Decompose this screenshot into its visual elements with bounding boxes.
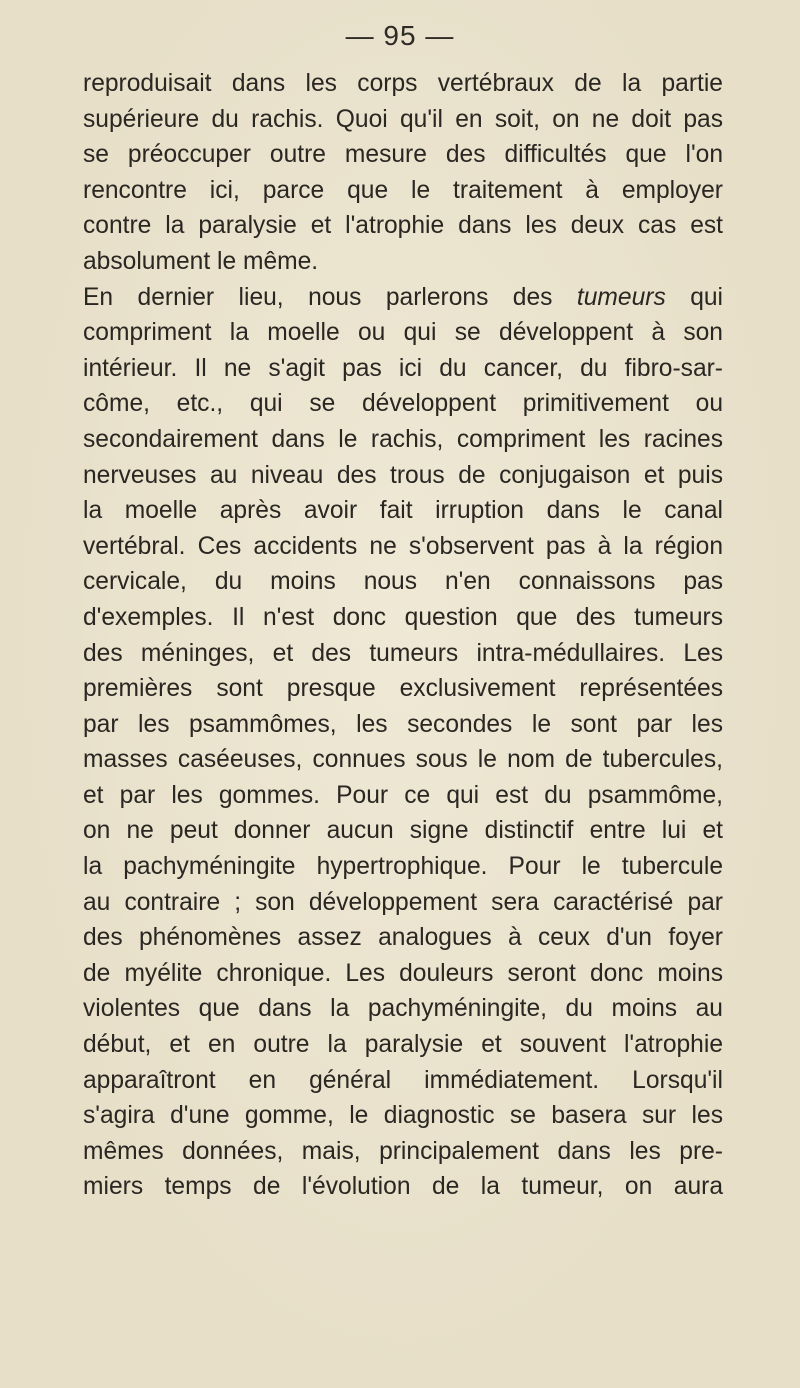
text-line: se préoccuper outre mesure des difficultés que l'on [83,141,723,169]
text-line: intérieur. Il ne s'agit pas ici du cancer, du fibro-sar- [83,354,723,382]
text-line: apparaîtront en général immédiatement. Lorsqu'il [83,1066,723,1094]
text-line: contre la paralysie et l'atrophie dans les deux cas est [83,212,723,240]
text-line: rencontre ici, parce que le traitement à employer [83,176,723,204]
text-line: compriment la moelle ou qui se développent à son [83,319,723,347]
text-line: mêmes données, mais, principalement dans les pre- [83,1137,723,1165]
emphasis-word: tumeurs [576,283,666,311]
text-line: cervicale, du moins nous n'en connaissons pas [83,568,723,596]
text-line-start: En dernier lieu, nous parlerons des [83,283,577,311]
text-line: on ne peut donner aucun signe distinctif entre lui et [83,817,723,845]
text-line: vertébral. Ces accidents ne s'observent pas à la région [83,532,723,560]
text-line: la pachyméningite hypertrophique. Pour le tubercule [83,853,723,881]
text-line: reproduisait dans les corps vertébraux de la partie [83,70,723,97]
text-line: s'agira d'une gomme, le diagnostic se basera sur les [83,1102,723,1130]
text-line: par les psammômes, les secondes le sont par les [83,710,723,738]
text-line: d'exemples. Il n'est donc question que des tumeurs [83,603,723,631]
text-line: côme, etc., qui se développent primitivement ou [83,390,723,418]
text-line: supérieure du rachis. Quoi qu'il en soit, on ne doit pas [83,105,723,133]
text-line: absolument le même. [83,247,319,275]
text-line: de myélite chronique. Les douleurs seront donc moins [83,959,723,987]
text-line: violentes que dans la pachyméningite, du moins au [83,995,723,1023]
text-line: masses caséeuses, connues sous le nom de tubercules, [83,746,723,774]
text-line: nerveuses au niveau des trous de conjugaison et puis [83,461,723,489]
text-line: au contraire ; son développement sera caractérisé par [83,888,723,916]
page-number: — 95 — [345,20,455,51]
text-line: premières sont presque exclusivement représentées [83,675,723,703]
text-line: miers temps de l'évolution de la tumeur, on aura [83,1173,723,1201]
text-line: et par les gommes. Pour ce qui est du psammôme, [83,781,723,809]
text-line: des phénomènes assez analogues à ceux d'un foyer [83,924,723,952]
text-line: la moelle après avoir fait irruption dans le canal [83,497,723,525]
text-line: des méninges, et des tumeurs intra-médullaires. Les [83,639,723,667]
body-text [83,66,723,1205]
text-line: début, et en outre la paralysie et souvent l'atrophie [83,1031,723,1059]
text-line-end: qui [665,283,724,311]
text-line: secondairement dans le rachis, compriment les racines [83,425,723,453]
text-line-with-emphasis [83,280,723,316]
